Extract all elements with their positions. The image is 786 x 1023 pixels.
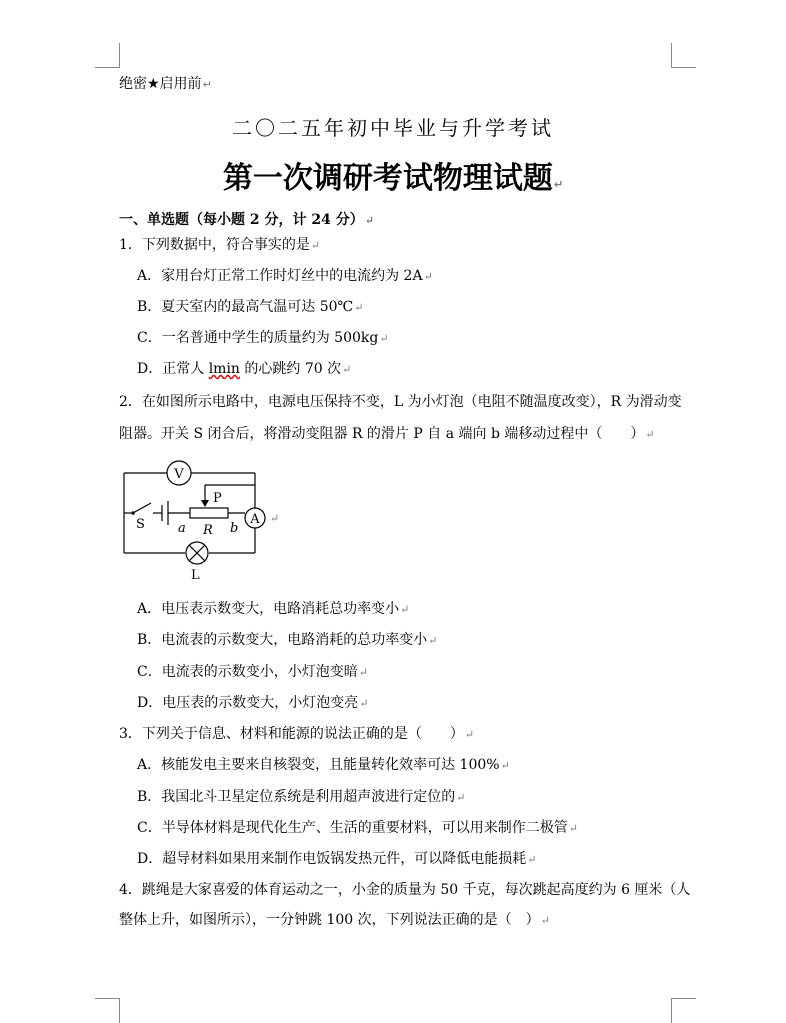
q4-stem-line1: 4．跳绳是大家喜爱的体育运动之一，小金的质量为 50 千克，每次跳起高度约为 6 厘米（人 bbox=[119, 882, 691, 898]
q1-stem: 1．下列数据中，符合事实的是↵ bbox=[119, 237, 321, 253]
q3-option-c: C．半导体材料是现代化生产、生活的重要材料，可以用来制作二极管↵ bbox=[137, 820, 578, 836]
confidential-label: 绝密★启用前↵ bbox=[119, 76, 212, 92]
q3-option-b: B．我国北斗卫星定位系统是利用超声波进行定位的↵ bbox=[137, 789, 466, 805]
q3-stem: 3．下列关于信息、材料和能源的说法正确的是（ ）↵ bbox=[119, 726, 475, 742]
rheostat-label: R bbox=[203, 523, 213, 538]
q2-stem-line2: 阻器。开关 S 闭合后，将滑动变阻器 R 的滑片 P 自 a 端向 b 端移动过程中（ ）↵ bbox=[119, 426, 655, 442]
page-corner-mark-top-right bbox=[671, 43, 696, 68]
spellcheck-underline: lmin bbox=[208, 361, 240, 377]
page-corner-mark-bottom-left bbox=[95, 998, 120, 1023]
q1-option-c: C．一名普通中学生的质量约为 500kg↵ bbox=[137, 330, 389, 346]
end-b-label: b bbox=[230, 521, 239, 536]
q2-option-c: C．电流表的示数变小，小灯泡变暗↵ bbox=[137, 664, 368, 680]
page-corner-mark-top-left bbox=[95, 43, 120, 68]
slider-label: P bbox=[213, 491, 222, 506]
section-heading: 一、单选题（每小题 2 分，计 24 分）↵ bbox=[119, 212, 374, 228]
q3-option-a: A．核能发电主要来自核裂变，且能量转化效率可达 100%↵ bbox=[137, 757, 510, 773]
q1-option-d: D．正常人 lmin 的心跳约 70 次↵ bbox=[137, 361, 352, 377]
q2-option-b: B．电流表的示数变大，电路消耗的总功率变小↵ bbox=[137, 632, 438, 648]
exam-title: 二〇二五年初中毕业与升学考试 bbox=[232, 116, 554, 140]
paragraph-mark: ↵ bbox=[270, 512, 280, 525]
q1-option-a: A．家用台灯正常工作时灯丝中的电流约为 2A↵ bbox=[137, 268, 433, 284]
q4-stem-line2: 整体上升，如图所示），一分钟跳 100 次，下列说法正确的是（ ）↵ bbox=[119, 912, 550, 928]
ammeter-label: A bbox=[250, 512, 260, 527]
page-corner-mark-bottom-right bbox=[671, 998, 696, 1023]
q2-option-a: A．电压表示数变大，电路消耗总功率变小↵ bbox=[137, 601, 410, 617]
q2-option-d: D．电压表的示数变大，小灯泡变亮↵ bbox=[137, 695, 369, 711]
end-a-label: a bbox=[178, 521, 186, 536]
voltmeter-label: V bbox=[174, 467, 184, 482]
circuit-diagram bbox=[115, 455, 285, 585]
switch-label: S bbox=[136, 517, 145, 532]
q3-option-d: D．超导材料如果用来制作电饭锅发热元件，可以降低电能损耗↵ bbox=[137, 851, 537, 867]
main-title: 第一次调研考试物理试题↵ bbox=[222, 161, 564, 196]
q2-stem-line1: 2．在如图所示电路中，电源电压保持不变，L 为小灯泡（电阻不随温度改变），R 为滑动变 bbox=[119, 394, 682, 410]
lamp-label: L bbox=[191, 568, 200, 583]
q1-option-b: B．夏天室内的最高气温可达 50℃↵ bbox=[137, 299, 364, 315]
